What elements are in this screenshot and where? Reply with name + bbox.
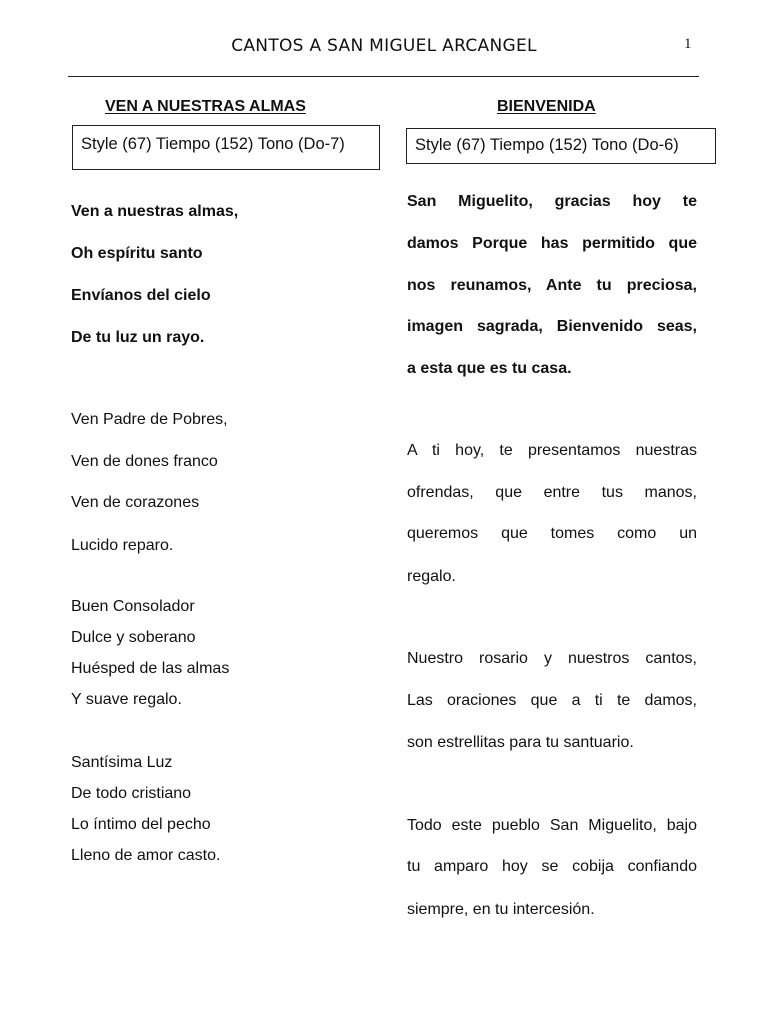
lyric-line: Buen Consolador	[71, 598, 195, 615]
right-song-style-box: Style (67) Tiempo (152) Tono (Do-6)	[406, 128, 716, 164]
header-divider	[68, 76, 699, 77]
lyric-line: Dulce y soberano	[71, 629, 196, 646]
lyric-line: Huésped de las almas	[71, 660, 230, 677]
document-title: CANTOS A SAN MIGUEL ARCANGEL	[231, 36, 537, 56]
lyric-line: Ven a nuestras almas,	[71, 203, 239, 220]
lyric-line: A ti hoy, te presentamos nuestras	[407, 442, 697, 459]
lyric-line: Lleno de amor casto.	[71, 847, 221, 864]
lyric-line: Nuestro rosario y nuestros cantos,	[407, 650, 697, 667]
lyric-line: Envíanos del cielo	[71, 287, 211, 304]
lyric-line: Y suave regalo.	[71, 691, 182, 708]
lyric-line: Ven de dones franco	[71, 453, 218, 470]
lyric-line: De tu luz un rayo.	[71, 329, 205, 346]
page-number: 1	[684, 36, 692, 52]
left-song-title: VEN A NUESTRAS ALMAS	[105, 98, 306, 115]
lyric-line: Todo este pueblo San Miguelito, bajo	[407, 817, 697, 834]
lyric-line: ofrendas, que entre tus manos,	[407, 484, 697, 501]
left-song-style-box: Style (67) Tiempo (152) Tono (Do-7)	[72, 125, 380, 170]
lyric-line: Lucido reparo.	[71, 537, 174, 554]
lyric-line: Oh espíritu santo	[71, 245, 203, 262]
lyric-line: queremos que tomes como un	[407, 525, 697, 542]
lyric-line: nos reunamos, Ante tu preciosa,	[407, 277, 697, 294]
lyric-line: damos Porque has permitido que	[407, 235, 697, 252]
lyric-line: siempre, en tu intercesión.	[407, 901, 595, 918]
lyric-line: imagen sagrada, Bienvenido seas,	[407, 318, 697, 335]
lyric-line: Ven Padre de Pobres,	[71, 411, 228, 428]
right-song-title: BIENVENIDA	[497, 98, 596, 115]
lyric-line: Ven de corazones	[71, 494, 200, 511]
lyric-line: San Miguelito, gracias hoy te	[407, 193, 697, 210]
lyric-line: regalo.	[407, 568, 456, 585]
lyric-line: son estrellitas para tu santuario.	[407, 734, 634, 751]
lyric-line: Lo íntimo del pecho	[71, 816, 211, 833]
lyric-line: tu amparo hoy se cobija confiando	[407, 858, 697, 875]
lyric-line: a esta que es tu casa.	[407, 360, 572, 377]
lyric-line: Santísima Luz	[71, 754, 173, 771]
lyric-line: Las oraciones que a ti te damos,	[407, 692, 697, 709]
lyric-line: De todo cristiano	[71, 785, 192, 802]
